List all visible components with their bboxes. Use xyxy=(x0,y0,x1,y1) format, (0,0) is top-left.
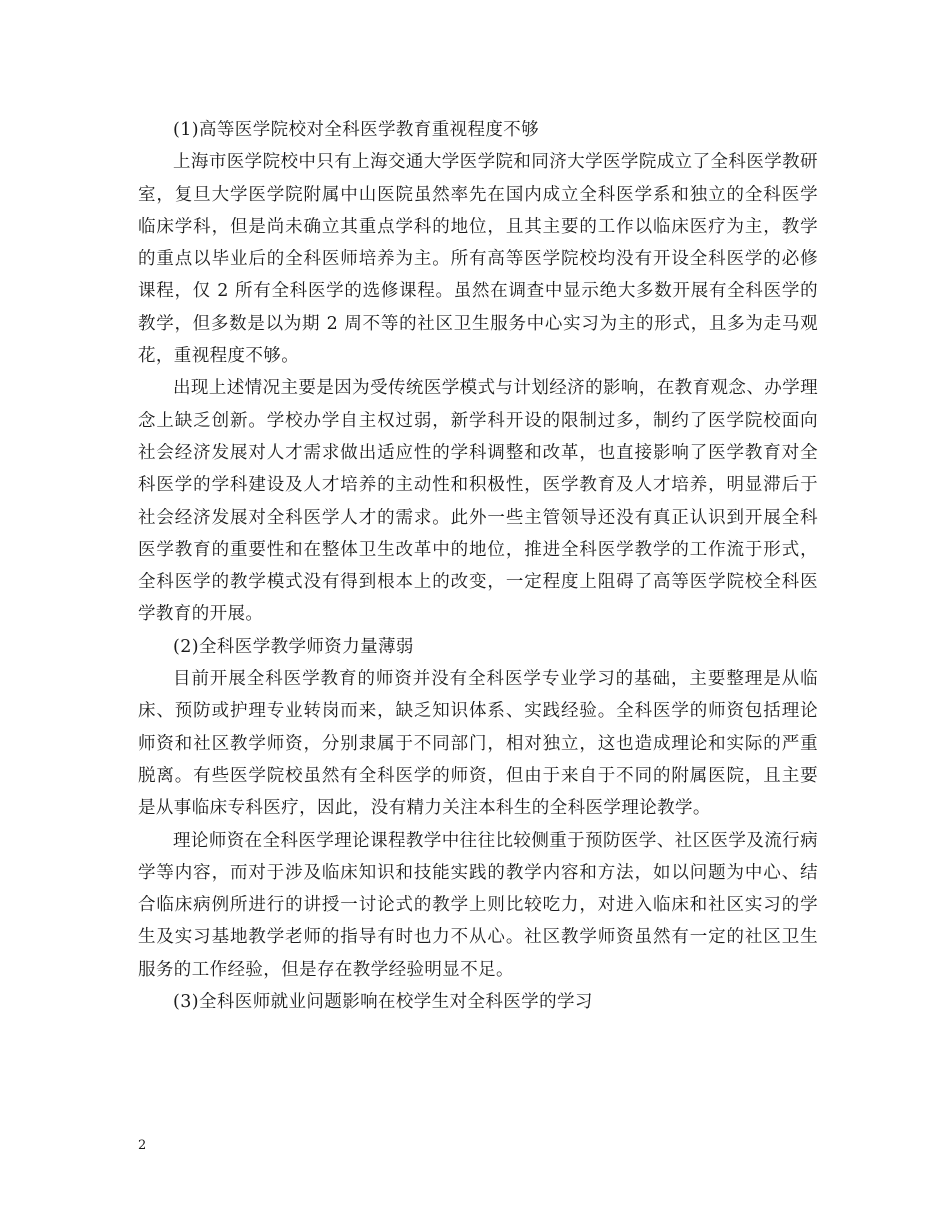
paragraph-4: 理论师资在全科医学理论课程教学中往往比较侧重于预防医学、社区医学及流行病学等内容，而对于涉及临床知识和技能实践的教学内容和方法，如以问题为中心、结合临床病例所进行的讲授一讨论式的教学上则比较吃力，对进入临床和社区实习的学生及实习基地教学老师的指导有时也力不从心。社区教学师资虽然有一定的社区卫生服务的工作经验，但是存在教学经验明显不足。 xyxy=(138,830,818,980)
page-number: 2 xyxy=(138,1138,147,1153)
section-heading-2: (2)全科医学教学师资力量薄弱 xyxy=(173,636,414,657)
document-body xyxy=(138,114,818,1018)
paragraph-1: 上海市医学院校中只有上海交通大学医学院和同济大学医学院成立了全科医学教研室，复旦大学医学院附属中山医院虽然率先在国内成立全科医学系和独立的全科医学临床学科，但是尚未确立其重点学科的地位，且其主要的工作以临床医疗为主，教学的重点以毕业后的全科医师培养为主。所有高等医学院校均没有开设全科医学的必修课程，仅 2 所有全科医学的选修课程。虽然在调查中显示绝大多数开展有全科医学的教学，但多数是以为期 2 周不等的社区卫生服务中心实习为主的形式，且多为走马观花，重视程度不够。 xyxy=(138,152,818,367)
section-heading-3: (3)全科医师就业问题影响在校学生对全科医学的学习 xyxy=(173,992,593,1013)
section-heading-1: (1)高等医学院校对全科医学教育重视程度不够 xyxy=(173,120,540,140)
paragraph-2: 出现上述情况主要是因为受传统医学模式与计划经济的影响，在教育观念、办学理念上缺乏创新。学校办学自主权过弱，新学科开设的限制过多，制约了医学院校面向社会经济发展对人才需求做出适应性的学科调整和改革，也直接影响了医学教育对全科医学的学科建设及人才培养的主动性和积极性，医学教育及人才培养，明显滞后于社会经济发展对全科医学人才的需求。此外一些主管领导还没有真正认识到开展全科医学教育的重要性和在整体卫生改革中的地位，推进全科医学教学的工作流于形式，全科医学的教学模式没有得到根本上的改变，一定程度上阻碍了高等医学院校全科医学教育的开展。 xyxy=(138,378,818,625)
paragraph-3: 目前开展全科医学教育的师资并没有全科医学专业学习的基础，主要整理是从临床、预防或护理专业转岗而来，缺乏知识体系、实践经验。全科医学的师资包括理论师资和社区教学师资，分别隶属于不同部门，相对独立，这也造成理论和实际的严重脱离。有些医学院校虽然有全科医学的师资，但由于来自于不同的附属医院，且主要是从事临床专科医疗，因此，没有精力关注本科生的全科医学理论教学。 xyxy=(138,669,818,819)
